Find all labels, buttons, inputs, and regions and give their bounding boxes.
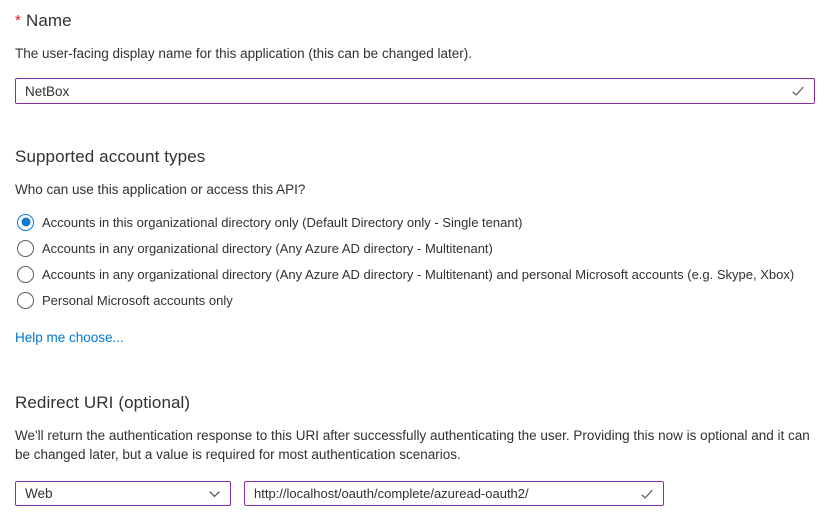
required-asterisk: * (15, 12, 21, 29)
radio-option-personal-only[interactable] (15, 287, 815, 313)
account-types-question: Who can use this application or access this API? (15, 182, 306, 197)
radio-button-icon[interactable] (17, 214, 34, 231)
redirect-uri-row (15, 481, 815, 506)
radio-option-single-tenant[interactable] (15, 209, 815, 235)
help-me-choose-link[interactable]: Help me choose... (15, 330, 124, 345)
platform-select-value: Web (25, 486, 53, 501)
radio-option-label: Accounts in this organizational directory only (Default Directory only - Single tenant) (42, 214, 523, 230)
account-types-title: Supported account types (15, 147, 206, 166)
radio-button-icon[interactable] (17, 292, 34, 309)
name-section-title (15, 10, 815, 32)
checkmark-icon (640, 487, 654, 501)
radio-button-icon[interactable] (17, 266, 34, 283)
radio-button-icon[interactable] (17, 240, 34, 257)
name-description: The user-facing display name for this application (this can be changed later). (15, 46, 472, 61)
name-input-container (15, 78, 815, 104)
radio-option-multitenant-personal[interactable] (15, 261, 815, 287)
radio-option-label: Accounts in any organizational directory (Any Azure AD directory - Multitenant) (42, 240, 493, 256)
radio-option-label: Accounts in any organizational directory (Any Azure AD directory - Multitenant) and personal Microsoft accounts (e.g. Skype, Xbox) (42, 266, 795, 282)
redirect-uri-description: We'll return the authentication response to this URI after successfully authenticating the user. Providing this now is optional and it can be changed later, but a value is required for most authentication scenarios. (15, 428, 810, 462)
redirect-uri-input[interactable] (245, 482, 663, 505)
checkmark-icon (791, 84, 805, 98)
redirect-uri-section (15, 392, 815, 506)
redirect-uri-title: Redirect URI (optional) (15, 393, 191, 412)
account-types-radio-group (15, 209, 815, 313)
redirect-uri-input-container (244, 481, 664, 506)
supported-account-types-section (15, 146, 815, 347)
name-input[interactable] (16, 79, 814, 103)
radio-option-multitenant[interactable] (15, 235, 815, 261)
name-title-text: Name (25, 11, 72, 30)
platform-select-dropdown[interactable] (15, 481, 231, 506)
name-section (15, 10, 815, 104)
radio-option-label: Personal Microsoft accounts only (42, 292, 233, 308)
chevron-down-icon (208, 487, 221, 500)
